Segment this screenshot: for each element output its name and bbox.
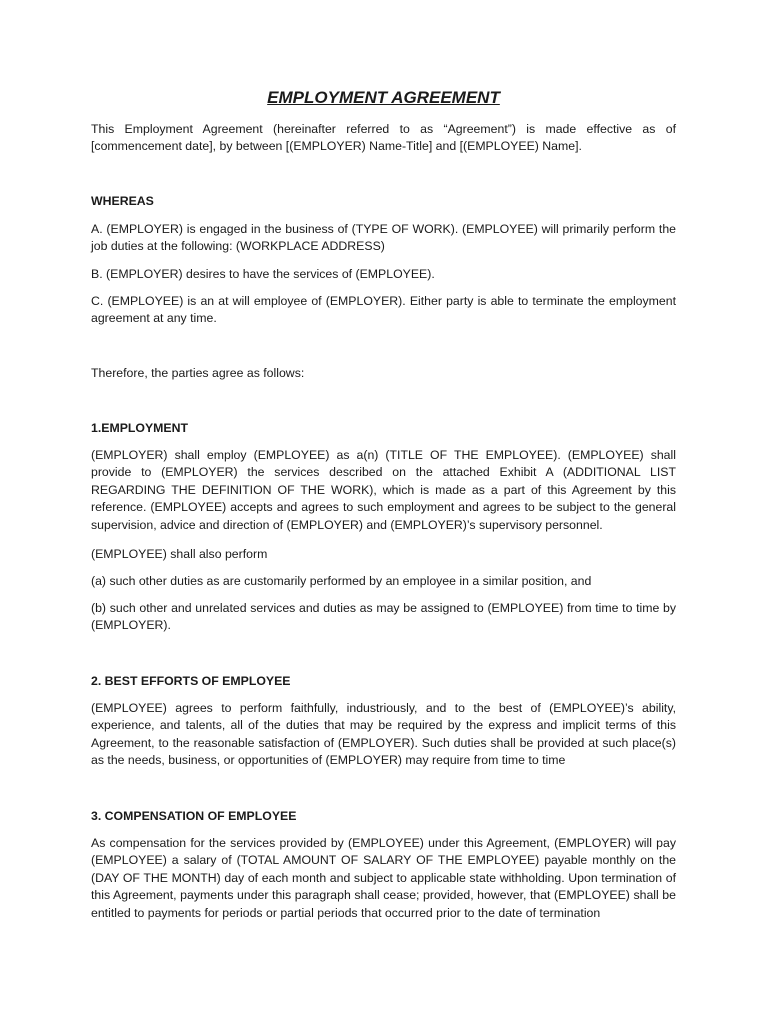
section-1-item-b: (b) such other and unrelated services and duties as may be assigned to (EMPLOYEE) from time to time by (EMPLOYER). — [91, 601, 676, 633]
section-1-also-perform: (EMPLOYEE) shall also perform — [91, 547, 268, 561]
section-2-paragraph: (EMPLOYEE) agrees to perform faithfully, industriously, and to the best of (EMPLOYEE)’s ability, experience, and talents, all of the duties that may be required by the express and implicit terms of this Agreement, to the reasonable satisfaction of (EMPLOYER). Such duties shall be provided at such place(s) as the needs, business, or opportunities of (EMPLOYER) may require from time to time — [91, 701, 676, 768]
therefore-statement: Therefore, the parties agree as follows: — [91, 366, 305, 380]
section-2-heading: 2. BEST EFFORTS OF EMPLOYEE — [91, 674, 291, 688]
whereas-clause-b: B. (EMPLOYER) desires to have the services of (EMPLOYEE). — [91, 267, 435, 281]
section-3-paragraph: As compensation for the services provided by (EMPLOYEE) under this Agreement, (EMPLOYER) will pay (EMPLOYEE) a salary of (TOTAL AMOUNT OF SALARY OF THE EMPLOYEE) payable monthly on the (DAY OF THE MONTH) day of each month and subject to applicable state withholding. Upon termination of this Agreement, payments under this paragraph shall cease; provided, however, that (EMPLOYEE) shall be entitled to payments for periods or partial periods that occurred prior to the date of termination — [91, 836, 676, 920]
whereas-clause-c: C. (EMPLOYEE) is an at will employee of (EMPLOYER). Either party is able to terminate the employment agreement at any time. — [91, 294, 676, 326]
section-1-paragraph: (EMPLOYER) shall employ (EMPLOYEE) as a(n) (TITLE OF THE EMPLOYEE). (EMPLOYEE) shall provide to (EMPLOYER) the services described on the attached Exhibit A (ADDITIONAL LIST REGARDING THE DEFINITION OF THE WORK), which is made as a part of this Agreement by this reference. (EMPLOYEE) accepts and agrees to such employment and agrees to be subject to the general supervision, advice and direction of (EMPLOYER) and (EMPLOYER)’s supervisory personnel. — [91, 448, 676, 532]
section-3-heading: 3. COMPENSATION OF EMPLOYEE — [91, 809, 297, 823]
section-1-item-a: (a) such other duties as are customarily performed by an employee in a similar position, and — [91, 574, 592, 588]
intro-paragraph: This Employment Agreement (hereinafter referred to as “Agreement”) is made effective as of [commencement date], by between [(EMPLOYER) Name-Title] and [(EMPLOYEE) Name]. — [91, 122, 676, 154]
whereas-heading: WHEREAS — [91, 194, 154, 208]
document-title: EMPLOYMENT AGREEMENT — [267, 88, 500, 107]
section-1-heading: 1.EMPLOYMENT — [91, 421, 189, 435]
whereas-clause-a: A. (EMPLOYER) is engaged in the business of (TYPE OF WORK). (EMPLOYEE) will primarily perform the job duties at the following: (WORKPLACE ADDRESS) — [91, 222, 676, 254]
